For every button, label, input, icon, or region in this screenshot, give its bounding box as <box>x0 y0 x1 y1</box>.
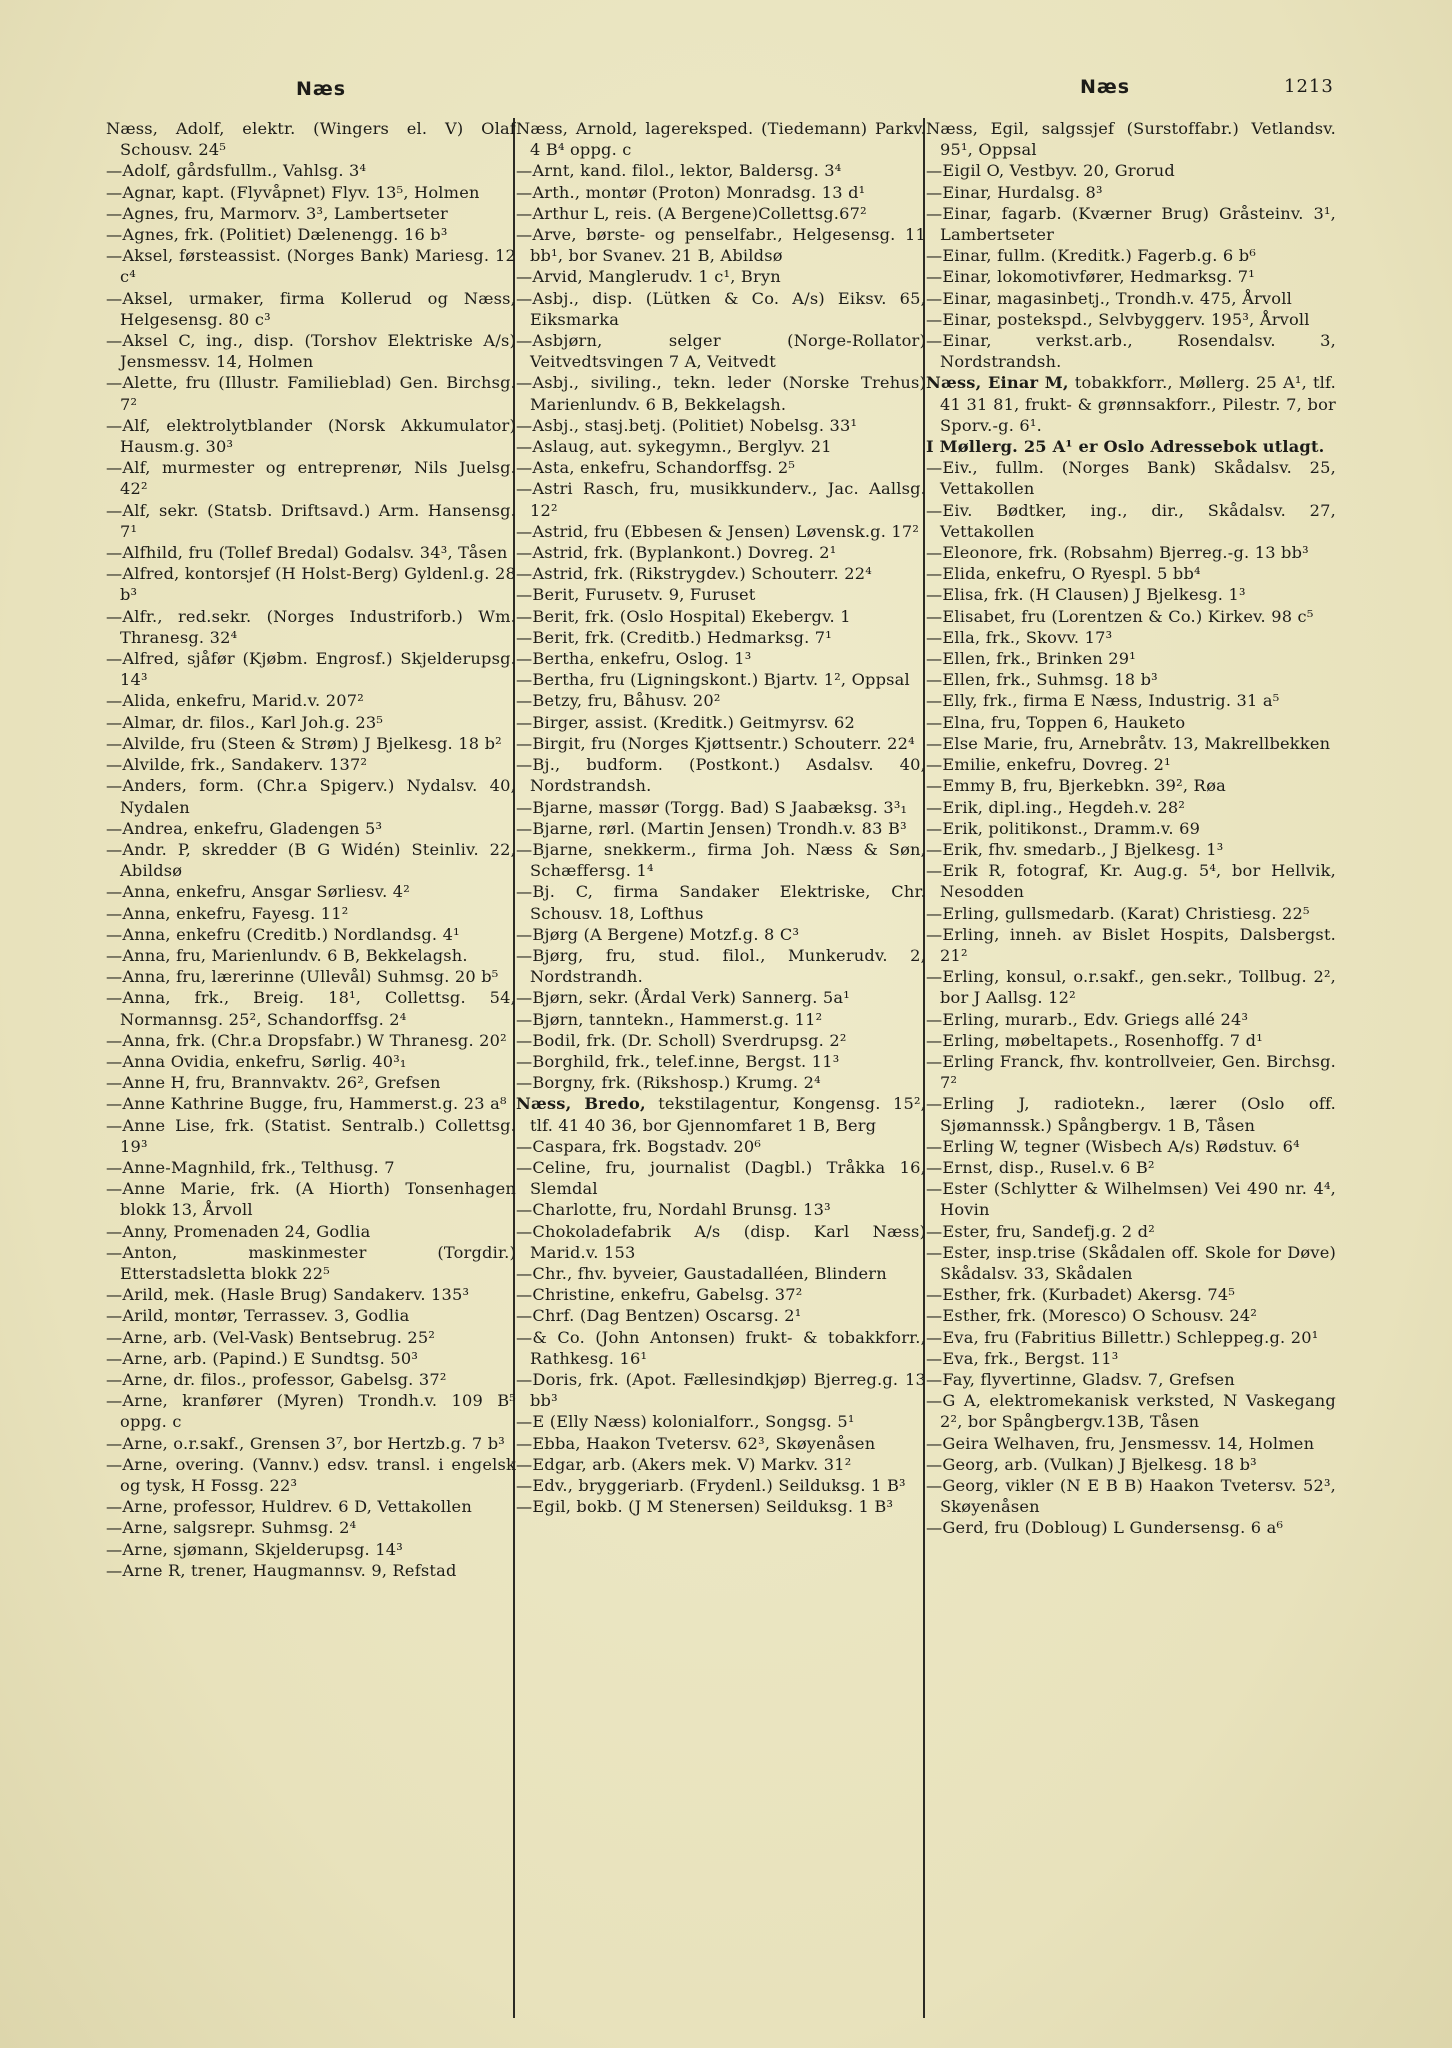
directory-entry: —Anna, enkefru, Ansgar Sørliesv. 4² <box>106 882 410 902</box>
directory-entry: —Einar, Hurdalsg. 8³ <box>926 182 1103 202</box>
directory-entry: —Bertha, fru (Ligningskont.) Bjartv. 1², Oppsal <box>516 670 910 690</box>
directory-entry: —Alvilde, fru (Steen & Strøm) J Bjelkesg. 18 b² <box>106 733 502 753</box>
directory-entry: —Gerd, fru (Dobloug) L Gundersensg. 6 a⁶ <box>926 1518 1284 1538</box>
left-running-head: Næs <box>296 78 347 100</box>
directory-entry: —Agnes, frk. (Politiet) Dælenengg. 16 b³ <box>106 225 448 245</box>
directory-entry: —Bertha, enkefru, Oslog. 1³ <box>516 649 752 669</box>
directory-entry: —Astrid, frk. (Rikstrygdev.) Schouterr. 22⁴ <box>516 564 872 584</box>
directory-entry: —Aksel C, ing., disp. (Torshov Elektriske A/s) Jensmessv. 14, Holmen <box>106 331 516 372</box>
directory-entry: Næss, Adolf, elektr. (Wingers el. V) Olaf Schousv. 24⁵ <box>106 119 516 160</box>
directory-entry: —Asbj., disp. (Lütken & Co. A/s) Eiksv. 65, Eiksmarka <box>516 288 926 329</box>
directory-entry: —Alfhild, fru (Tollef Bredal) Godalsv. 34³, Tåsen <box>106 543 508 563</box>
directory-entry: —Alette, fru (Illustr. Familieblad) Gen. Birchsg. 7² <box>106 373 516 414</box>
right-running-head: Næs <box>1080 76 1131 98</box>
directory-entry: —Alfred, kontorsjef (H Holst-Berg) Gyldenl.g. 28 b³ <box>106 564 516 605</box>
directory-entry: —Ellen, frk., Suhmsg. 18 b³ <box>926 670 1158 690</box>
directory-entry: —Ester (Schlytter & Wilhelmsen) Vei 490 nr. 4⁴, Hovin <box>926 1179 1336 1220</box>
directory-entry: —Erik R, fotograf, Kr. Aug.g. 5⁴, bor Hellvik, Nesodden <box>926 861 1336 902</box>
directory-entry: Næss, Egil, salgssjef (Surstoffabr.) Vetlandsv. 95¹, Oppsal <box>926 119 1336 160</box>
directory-entry: —Borgny, frk. (Rikshosp.) Krumg. 2⁴ <box>516 1073 821 1093</box>
directory-entry: —Erik, fhv. smedarb., J Bjelkesg. 1³ <box>926 839 1224 859</box>
directory-entry: —Almar, dr. filos., Karl Joh.g. 23⁵ <box>106 712 384 732</box>
directory-entry: —Bodil, frk. (Dr. Scholl) Sverdrupsg. 2² <box>516 1030 847 1050</box>
directory-entry: —Ester, insp.trise (Skådalen off. Skole for Døve) Skådalsv. 33, Skådalen <box>926 1242 1336 1283</box>
directory-entry: —Alfred, sjåfør (Kjøbm. Engrosf.) Skjelderupsg. 14³ <box>106 649 516 690</box>
page-number: 1213 <box>1284 76 1334 97</box>
directory-entry: —Arne, arb. (Vel-Vask) Bentsebrug. 25² <box>106 1327 436 1347</box>
directory-entry: —Eva, frk., Bergst. 11³ <box>926 1348 1119 1368</box>
directory-entry: —G A, elektromekanisk verksted, N Vaskegang 2², bor Spångbergv.13B, Tåsen <box>926 1391 1336 1432</box>
directory-entry: —Arne, arb. (Papind.) E Sundtsg. 50³ <box>106 1348 419 1368</box>
directory-entry: —Ellen, frk., Brinken 29¹ <box>926 649 1136 669</box>
directory-entry: —Alf, elektrolytblander (Norsk Akkumulator) Hausm.g. 30³ <box>106 415 516 457</box>
directory-entry: —Alfr., red.sekr. (Norges Industriforb.) Wm. Thranesg. 32⁴ <box>106 606 516 647</box>
directory-entry <box>516 1093 926 1135</box>
directory-column-2 <box>516 118 926 2023</box>
directory-entry: —Arnt, kand. filol., lektor, Baldersg. 3⁴ <box>516 161 842 181</box>
directory-entry: —Elisa, frk. (H Clausen) J Bjelkesg. 1³ <box>926 585 1246 605</box>
entry-name-bold: Næss, Einar M, <box>926 373 1069 393</box>
directory-entry: —Birger, assist. (Kreditk.) Geitmyrsv. 62 <box>516 712 855 732</box>
directory-entry: —Ester, fru, Sandefj.g. 2 d² <box>926 1221 1155 1241</box>
directory-entry: —Arild, mek. (Hasle Brug) Sandakerv. 135³ <box>106 1285 470 1305</box>
directory-entry: —Erling, møbeltapets., Rosenhoffg. 7 d¹ <box>926 1030 1263 1050</box>
directory-entry: —Emilie, enkefru, Dovreg. 2¹ <box>926 755 1171 775</box>
directory-entry: —Caspara, frk. Bogstadv. 20⁶ <box>516 1136 762 1156</box>
directory-column-3 <box>926 118 1336 2023</box>
directory-entry: —Georg, vikler (N E B B) Haakon Tvetersv. 52³, Skøyenåsen <box>926 1476 1336 1517</box>
directory-entry: —Asbjørn, selger (Norge-Rollator) Veitvedtsvingen 7 A, Veitvedt <box>516 331 926 372</box>
directory-entry: —Eiv., fullm. (Norges Bank) Skådalsv. 25, Vettakollen <box>926 458 1336 499</box>
directory-entry: —Alf, sekr. (Statsb. Driftsavd.) Arm. Hansensg. 7¹ <box>106 500 516 541</box>
directory-entry: —Borghild, frk., telef.inne, Bergst. 11³ <box>516 1051 840 1071</box>
directory-entry: —Betzy, fru, Båhusv. 20² <box>516 691 721 711</box>
directory-entry: —Arne, kranfører (Myren) Trondh.v. 109 B⁵ oppg. c <box>106 1391 516 1432</box>
directory-entry: —Arne R, trener, Haugmannsv. 9, Refstad <box>106 1560 457 1580</box>
directory-entry: Næss, Arnold, lagereksped. (Tiedemann) Parkv. 4 B⁴ oppg. c <box>516 119 926 160</box>
directory-entry: —Chokoladefabrik A/s (disp. Karl Næss) Marid.v. 153 <box>516 1221 926 1262</box>
directory-entry: —Anton, maskinmester (Torgdir.) Etterstadsletta blokk 22⁵ <box>106 1242 516 1283</box>
directory-entry: —Charlotte, fru, Nordahl Brunsg. 13³ <box>516 1200 831 1220</box>
directory-entry: —Alf, murmester og entreprenør, Nils Juelsg. 42² <box>106 458 516 499</box>
directory-entry: —Einar, postekspd., Selvbyggerv. 195³, Årvoll <box>926 309 1310 329</box>
directory-entry: —Arne, dr. filos., professor, Gabelsg. 37² <box>106 1369 447 1389</box>
directory-entry: —Erling, konsul, o.r.sakf., gen.sekr., Tollbug. 2², bor J Aallsg. 12² <box>926 967 1336 1008</box>
directory-entry: —Anders, form. (Chr.a Spigerv.) Nydalsv. 40, Nydalen <box>106 776 516 817</box>
directory-entry: —Else Marie, fru, Arnebråtv. 13, Makrellbekken <box>926 733 1331 753</box>
directory-entry: —Emmy B, fru, Bjerkebkn. 39², Røa <box>926 776 1226 796</box>
directory-entry: —Anne Marie, frk. (A Hiorth) Tonsenhagen blokk 13, Årvoll <box>106 1179 516 1220</box>
directory-entry: —Ella, frk., Skovv. 17³ <box>926 627 1113 647</box>
directory-entry <box>926 372 1336 436</box>
directory-entry: —Bj. C, firma Sandaker Elektriske, Chr. Schousv. 18, Lofthus <box>516 882 926 923</box>
directory-entry: —Arne, professor, Huldrev. 6 D, Vettakollen <box>106 1497 472 1517</box>
directory-entry: —Arne, sjømann, Skjelderupsg. 14³ <box>106 1539 403 1559</box>
directory-entry: —Elna, fru, Toppen 6, Hauketo <box>926 712 1186 732</box>
directory-entry: —Anna, fru, Marienlundv. 6 B, Bekkelagsh. <box>106 945 468 965</box>
directory-entry: —Fay, flyvertinne, Gladsv. 7, Grefsen <box>926 1369 1235 1389</box>
directory-entry: —Agnes, fru, Marmorv. 3³, Lambertseter <box>106 203 448 223</box>
directory-entry: —Einar, verkst.arb., Rosendalsv. 3, Nordstrandsh. <box>926 331 1336 372</box>
entry-name-bold: Næss, Bredo, <box>516 1094 646 1114</box>
directory-entry: —Ernst, disp., Rusel.v. 6 B² <box>926 1157 1155 1177</box>
directory-entry: —Bjørn, tanntekn., Hammerst.g. 11² <box>516 1009 823 1029</box>
directory-entry: —Erik, dipl.ing., Hegdeh.v. 28² <box>926 797 1186 817</box>
directory-entry: —Bjørn, sekr. (Årdal Verk) Sannerg. 5a¹ <box>516 988 850 1008</box>
directory-entry: —Chr., fhv. byveier, Gaustadalléen, Blindern <box>516 1263 887 1283</box>
directory-entry: —Erling, inneh. av Bislet Hospits, Dalsbergst. 21² <box>926 924 1336 965</box>
directory-entry: —Berit, frk. (Creditb.) Hedmarksg. 7¹ <box>516 627 832 647</box>
directory-entry: —Eiv. Bødtker, ing., dir., Skådalsv. 27, Vettakollen <box>926 500 1336 541</box>
directory-entry: —Edv., bryggeriarb. (Frydenl.) Seilduksg. 1 B³ <box>516 1476 906 1495</box>
directory-entry: —Erling J, radiotekn., lærer (Oslo off. Sjømannssk.) Spångbergv. 1 B, Tåsen <box>926 1094 1336 1135</box>
directory-entry: —Asta, enkefru, Schandorffsg. 2⁵ <box>516 458 796 478</box>
directory-entry: —Erling, gullsmedarb. (Karat) Christiesg. 22⁵ <box>926 903 1310 923</box>
directory-entry: —Anna, enkefru, Fayesg. 11² <box>106 903 349 923</box>
directory-entry: —Anne-Magnhild, frk., Telthusg. 7 <box>106 1157 395 1177</box>
directory-entry: —Arvid, Manglerudv. 1 c¹, Bryn <box>516 267 781 287</box>
directory-entry: —Anne Kathrine Bugge, fru, Hammerst.g. 23 a⁸ <box>106 1094 507 1114</box>
directory-entry: —Arne, overing. (Vannv.) edsv. transl. i engelsk og tysk, H Fossg. 22³ <box>106 1454 516 1495</box>
directory-entry: —Elly, frk., firma E Næss, Industrig. 31 a⁵ <box>926 691 1280 711</box>
directory-entry: —Anne H, fru, Brannvaktv. 26², Grefsen <box>106 1073 441 1093</box>
directory-entry: —Andrea, enkefru, Gladengen 5³ <box>106 818 383 838</box>
directory-entry: —Asbj., stasj.betj. (Politiet) Nobelsg. 33¹ <box>516 415 858 435</box>
directory-entry: I Møllerg. 25 A¹ er Oslo Adressebok utlagt. <box>926 437 1325 457</box>
directory-entry: —Bjarne, snekkerm., firma Joh. Næss & Søn, Schæffersg. 1⁴ <box>516 839 926 881</box>
directory-entry: —Anna Ovidia, enkefru, Sørlig. 40³₁ <box>106 1051 407 1071</box>
directory-entry: —E (Elly Næss) kolonialforr., Songsg. 5¹ <box>516 1412 855 1432</box>
directory-entry: —Arth., montør (Proton) Monradsg. 13 d¹ <box>516 182 866 202</box>
directory-entry: —Geira Welhaven, fru, Jensmessv. 14, Holmen <box>926 1433 1315 1453</box>
directory-entry: —Christine, enkefru, Gabelsg. 37² <box>516 1285 803 1305</box>
directory-entry: —Aksel, urmaker, firma Kollerud og Næss, Helgesensg. 80 c³ <box>106 288 516 329</box>
directory-entry: —Asbj., siviling., tekn. leder (Norske Trehus) Marienlundv. 6 B, Bekkelagsh. <box>516 373 926 414</box>
directory-column-1 <box>106 118 516 2023</box>
directory-entry: —Anna, frk., Breig. 18¹, Collettsg. 54, Normannsg. 25², Schandorffsg. 2⁴ <box>106 988 516 1029</box>
directory-entry: —Elisabet, fru (Lorentzen & Co.) Kirkev. 98 c⁵ <box>926 606 1314 626</box>
directory-entry: —Alvilde, frk., Sandakerv. 137² <box>106 755 368 775</box>
directory-entry: —Esther, frk. (Moresco) O Schousv. 24² <box>926 1306 1258 1326</box>
directory-entry: —Agnar, kapt. (Flyvåpnet) Flyv. 13⁵, Holmen <box>106 182 480 202</box>
directory-entry: —Berit, frk. (Oslo Hospital) Ekebergv. 1 <box>516 606 851 626</box>
directory-entry: —Adolf, gårdsfullm., Vahlsg. 3⁴ <box>106 161 367 181</box>
directory-entry: —Erling Franck, fhv. kontrollveier, Gen. Birchsg. 7² <box>926 1051 1336 1093</box>
directory-entry: —Birgit, fru (Norges Kjøttsentr.) Schouterr. 22⁴ <box>516 733 915 753</box>
directory-entry: —Edgar, arb. (Akers mek. V) Markv. 31² <box>516 1454 852 1474</box>
directory-entry: —Anna, enkefru (Creditb.) Nordlandsg. 4¹ <box>106 924 460 944</box>
directory-entry: —Anna, frk. (Chr.a Dropsfabr.) W Thranesg. 20² <box>106 1030 507 1050</box>
directory-entry: —Bjarne, rørl. (Martin Jensen) Trondh.v. 83 B³ <box>516 818 907 838</box>
directory-entry: —Arne, salgsrepr. Suhmsg. 2⁴ <box>106 1518 357 1538</box>
directory-entry: —Eigil O, Vestbyv. 20, Grorud <box>926 161 1175 181</box>
directory-entry: —Ebba, Haakon Tvetersv. 62³, Skøyenåsen <box>516 1433 876 1453</box>
directory-entry: —Arve, børste- og penselfabr., Helgesensg. 11 bb¹, bor Svanev. 21 B, Abildsø <box>516 225 926 266</box>
directory-entry: —Astri Rasch, fru, musikkunderv., Jac. Aallsg. 12² <box>516 479 926 520</box>
directory-entry: —Bj., budform. (Postkont.) Asdalsv. 40, Nordstrandsh. <box>516 755 926 796</box>
directory-entry: —Bjørg, fru, stud. filol., Munkerudv. 2, Nordstrandh. <box>516 945 926 987</box>
entry-details: tobakkforr., Møllerg. 25 A¹, tlf. 41 31 81, frukt- & grønnsakforr., Pilestr. 7, bor Sporv.-g. 6¹. <box>940 373 1336 435</box>
directory-entry: —Aksel, førsteassist. (Norges Bank) Mariesg. 12 c⁴ <box>106 246 516 287</box>
directory-entry: —Astrid, frk. (Byplankont.) Dovreg. 2¹ <box>516 543 837 563</box>
directory-entry: —Bjarne, massør (Torgg. Bad) S Jaabæksg. 3³₁ <box>516 797 908 817</box>
directory-entry: —Celine, fru, journalist (Dagbl.) Tråkka 16, Slemdal <box>516 1157 926 1199</box>
directory-entry: —Einar, lokomotivfører, Hedmarksg. 7¹ <box>926 267 1255 287</box>
directory-entry: —Einar, fullm. (Kreditk.) Fagerb.g. 6 b⁶ <box>926 246 1257 266</box>
directory-entry: —Anne Lise, frk. (Statist. Sentralb.) Collettsg. 19³ <box>106 1115 516 1156</box>
directory-entry: —& Co. (John Antonsen) frukt- & tobakkforr., Rathkesg. 16¹ <box>516 1327 926 1368</box>
directory-entry: —Georg, arb. (Vulkan) J Bjelkesg. 18 b³ <box>926 1454 1257 1474</box>
directory-entry: —Bjørg (A Bergene) Motzf.g. 8 C³ <box>516 924 800 944</box>
directory-entry: —Chrf. (Dag Bentzen) Oscarsg. 2¹ <box>516 1306 802 1326</box>
page-header <box>0 72 1452 112</box>
directory-entry: —Erling, murarb., Edv. Griegs allé 24³ <box>926 1009 1249 1029</box>
directory-entry: —Egil, bokb. (J M Stenersen) Seilduksg. 1 B³ <box>516 1497 894 1517</box>
directory-entry: —Astrid, fru (Ebbesen & Jensen) Løvensk.g. 17² <box>516 521 920 541</box>
entry-details: tekstilagentur, Kongensg. 15², tlf. 41 40 36, bor Gjennomfaret 1 B, Berg <box>530 1094 926 1135</box>
directory-entry: —Anny, Promenaden 24, Godlia <box>106 1221 371 1241</box>
directory-entry: —Esther, frk. (Kurbadet) Akersg. 74⁵ <box>926 1285 1236 1305</box>
directory-entry: —Berit, Furusetv. 9, Furuset <box>516 585 756 605</box>
directory-entry: —Arthur L, reis. (A Bergene)Collettsg.67² <box>516 203 867 223</box>
directory-entry: —Elida, enkefru, O Ryespl. 5 bb⁴ <box>926 564 1201 584</box>
directory-entry: —Eva, fru (Fabritius Billettr.) Schleppeg.g. 20¹ <box>926 1327 1319 1347</box>
directory-entry: —Erling W, tegner (Wisbech A/s) Rødstuv. 6⁴ <box>926 1136 1300 1156</box>
directory-entry: —Doris, frk. (Apot. Fællesindkjøp) Bjerreg.g. 13 bb³ <box>516 1369 926 1411</box>
directory-entry: —Andr. P, skredder (B G Widén) Steinliv. 22, Abildsø <box>106 839 516 881</box>
directory-entry: —Anna, fru, lærerinne (Ullevål) Suhmsg. 20 b⁵ <box>106 967 499 987</box>
directory-entry: —Eleonore, frk. (Robsahm) Bjerreg.-g. 13 bb³ <box>926 543 1309 563</box>
directory-entry: —Aslaug, aut. sykegymn., Berglyv. 21 <box>516 437 832 457</box>
directory-entry: —Alida, enkefru, Marid.v. 207² <box>106 691 364 711</box>
directory-entry: —Einar, fagarb. (Kværner Brug) Gråsteinv. 3¹, Lambertseter <box>926 203 1336 245</box>
directory-entry: —Arild, montør, Terrassev. 3, Godlia <box>106 1306 410 1326</box>
directory-entry: —Erik, politikonst., Dramm.v. 69 <box>926 818 1201 838</box>
directory-entry: —Einar, magasinbetj., Trondh.v. 475, Årvoll <box>926 288 1292 308</box>
directory-entry: —Arne, o.r.sakf., Grensen 3⁷, bor Hertzb.g. 7 b³ <box>106 1433 505 1453</box>
